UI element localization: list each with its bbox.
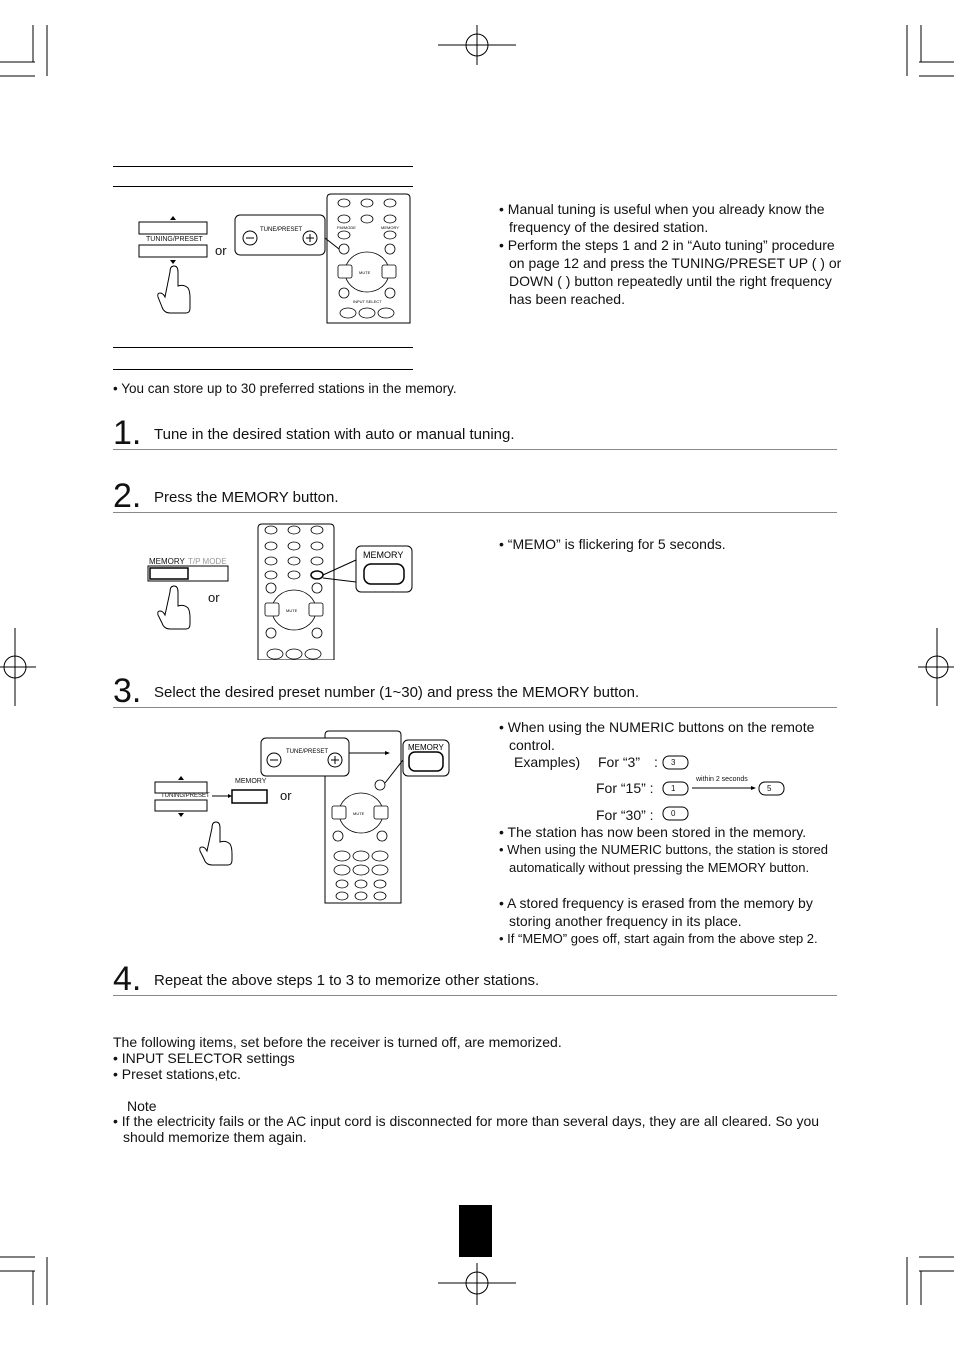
step-rule bbox=[113, 449, 837, 450]
step-4-number: 4. bbox=[113, 960, 142, 998]
step-4-text: Repeat the above steps 1 to 3 to memorize other stations. bbox=[154, 972, 540, 989]
page-tab-marker bbox=[459, 1205, 492, 1257]
manual-tuning-bullet-2: • Perform the steps 1 and 2 in “Auto tuning” procedure on page 12 and press the TUNING/PRESET UP ( ) or DOWN ( ) button repeatedly until the right frequency has been reached. bbox=[499, 237, 842, 307]
or-label: or bbox=[208, 590, 220, 605]
step-1-text: Tune in the desired station with auto or manual tuning. bbox=[154, 426, 515, 443]
svg-text:FM/MODE: FM/MODE bbox=[337, 225, 356, 230]
tuning-preset-label: TUNING/PRESET bbox=[161, 793, 210, 799]
step-rule bbox=[113, 512, 837, 513]
or-label: or bbox=[280, 788, 292, 803]
key-3: 3 bbox=[671, 758, 676, 767]
note-label: Note bbox=[127, 1098, 157, 1114]
step-2-remote-illustration bbox=[255, 520, 420, 660]
example-3-label: For “3” bbox=[598, 754, 640, 770]
svg-text:MUTE: MUTE bbox=[353, 811, 365, 816]
step-3-bullet-2: • When using the NUMERIC buttons, the station is stored automatically without pressing the MEMORY button. bbox=[499, 842, 828, 875]
step-3-remote-illustration bbox=[258, 715, 453, 905]
memory-backup-note: • If the electricity fails or the AC input cord is disconnected for more than several days, they are all cleared. So you should memorize them again. bbox=[113, 1113, 820, 1145]
key-1: 1 bbox=[671, 784, 676, 793]
examples-label: Examples) bbox=[514, 754, 581, 770]
section-rule bbox=[113, 347, 413, 348]
svg-text:MUTE: MUTE bbox=[359, 270, 371, 275]
or-label: or bbox=[215, 243, 227, 258]
memory-backup-item-1: • INPUT SELECTOR settings bbox=[113, 1050, 295, 1066]
svg-text:TUNE/PRESET: TUNE/PRESET bbox=[260, 227, 303, 233]
manual-tuning-bullet-1: • Manual tuning is useful when you already know the frequency of the desired station. bbox=[499, 201, 825, 235]
example-3-colon: : bbox=[654, 754, 658, 770]
key-0: 0 bbox=[671, 809, 676, 818]
key-5: 5 bbox=[767, 784, 772, 793]
step-1-number: 1. bbox=[113, 414, 142, 452]
step-3-number: 3. bbox=[113, 672, 142, 710]
front-panel-tuning-illustration bbox=[130, 210, 240, 315]
step-3-numeric-intro: • When using the NUMERIC buttons on the remote control. bbox=[499, 719, 815, 753]
step-rule bbox=[113, 995, 837, 996]
section-rule bbox=[113, 166, 413, 167]
memory-backup-item-2: • Preset stations,etc. bbox=[113, 1066, 241, 1082]
svg-text:MUTE: MUTE bbox=[286, 608, 298, 613]
step-3-bullet-1: • The station has now been stored in the memory. bbox=[499, 824, 807, 840]
section-rule bbox=[113, 186, 413, 187]
tuning-preset-label: TUNING/PRESET bbox=[146, 236, 203, 243]
memory-front-label: MEMORY bbox=[235, 778, 267, 785]
svg-text:MEMORY: MEMORY bbox=[363, 550, 404, 560]
step-2-note: • “MEMO” is flickering for 5 seconds. bbox=[499, 536, 726, 552]
memory-front-label: MEMORY bbox=[149, 557, 185, 566]
step-3-bullet-3: • A stored frequency is erased from the memory by storing another frequency in its place. bbox=[499, 895, 813, 929]
remote-tuning-illustration bbox=[232, 190, 417, 325]
svg-text:MEMORY: MEMORY bbox=[408, 743, 444, 752]
presetting-intro: • You can store up to 30 preferred stations in the memory. bbox=[113, 381, 457, 396]
step-rule bbox=[113, 707, 837, 708]
section-rule bbox=[113, 369, 413, 370]
svg-text:MEMORY: MEMORY bbox=[381, 225, 399, 230]
memory-backup-intro: The following items, set before the receiver is turned off, are memorized. bbox=[113, 1034, 562, 1050]
step-3-text: Select the desired preset number (1~30) and press the MEMORY button. bbox=[154, 684, 640, 701]
tp-mode-label: T/P MODE bbox=[188, 557, 227, 566]
step-2-number: 2. bbox=[113, 477, 142, 515]
svg-text:INPUT SELECT: INPUT SELECT bbox=[353, 299, 382, 304]
within-2-seconds-label: within 2 seconds bbox=[696, 776, 748, 783]
example-15-label: For “15” : bbox=[596, 780, 654, 796]
step-2-text: Press the MEMORY button. bbox=[154, 489, 339, 506]
example-30-label: For “30” : bbox=[596, 807, 654, 823]
step-3-bullet-4: • If “MEMO” goes off, start again from the above step 2. bbox=[499, 931, 818, 946]
svg-text:TUNE/PRESET: TUNE/PRESET bbox=[286, 749, 329, 755]
